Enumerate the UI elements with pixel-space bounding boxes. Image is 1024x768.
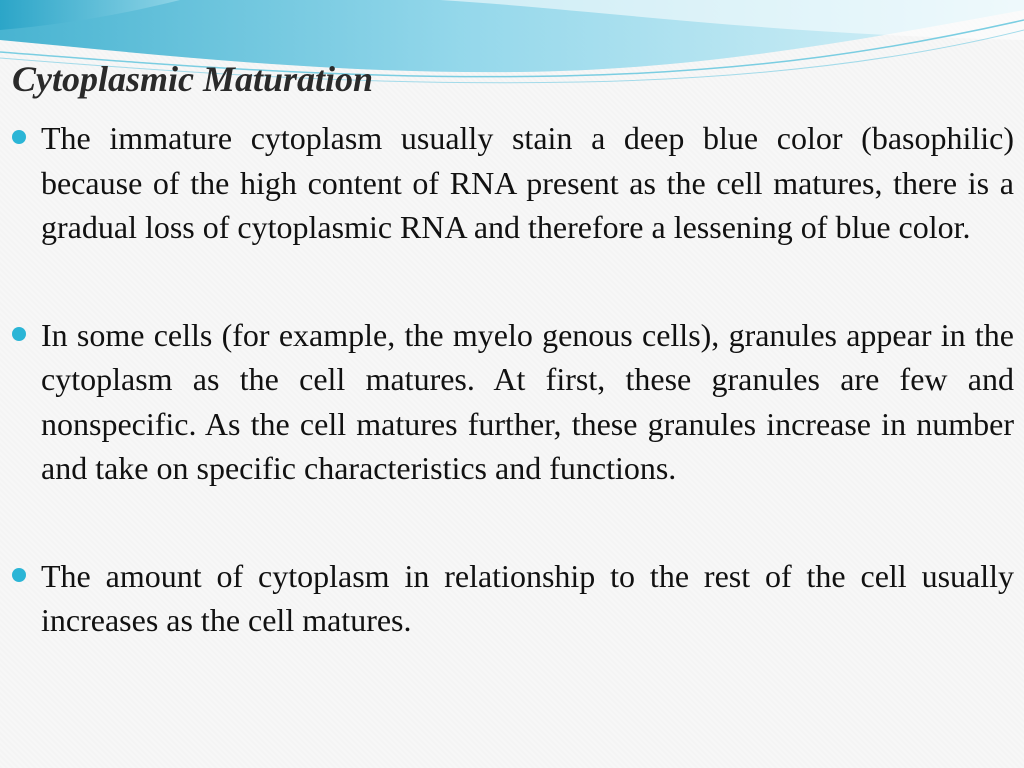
- bullet-dot-icon: [12, 327, 26, 341]
- bullet-text: The amount of cytoplasm in relationship to the rest of the cell usually increases as the cell matures.: [41, 557, 1014, 638]
- bullet-list: [12, 116, 1014, 643]
- bullet-item: [12, 554, 1014, 643]
- bullet-dot-icon: [12, 130, 26, 144]
- slide-title: Cytoplasmic Maturation: [12, 59, 374, 99]
- bullet-text: In some cells (for example, the myelo genous cells), granules appear in the cytoplasm as the cell matures. At first, these granules are few and nonspecific. As the cell matures further, these granules increase in number and take on specific characteristics and functions.: [41, 316, 1014, 486]
- bullet-text: The immature cytoplasm usually stain a deep blue color (basophilic) because of the high content of RNA present as the cell matures, there is a gradual loss of cytoplasmic RNA and therefore a lessening of blue color.: [41, 120, 1014, 245]
- bullet-item: [12, 116, 1014, 250]
- bullet-item: [12, 313, 1014, 491]
- bullet-dot-icon: [12, 568, 26, 582]
